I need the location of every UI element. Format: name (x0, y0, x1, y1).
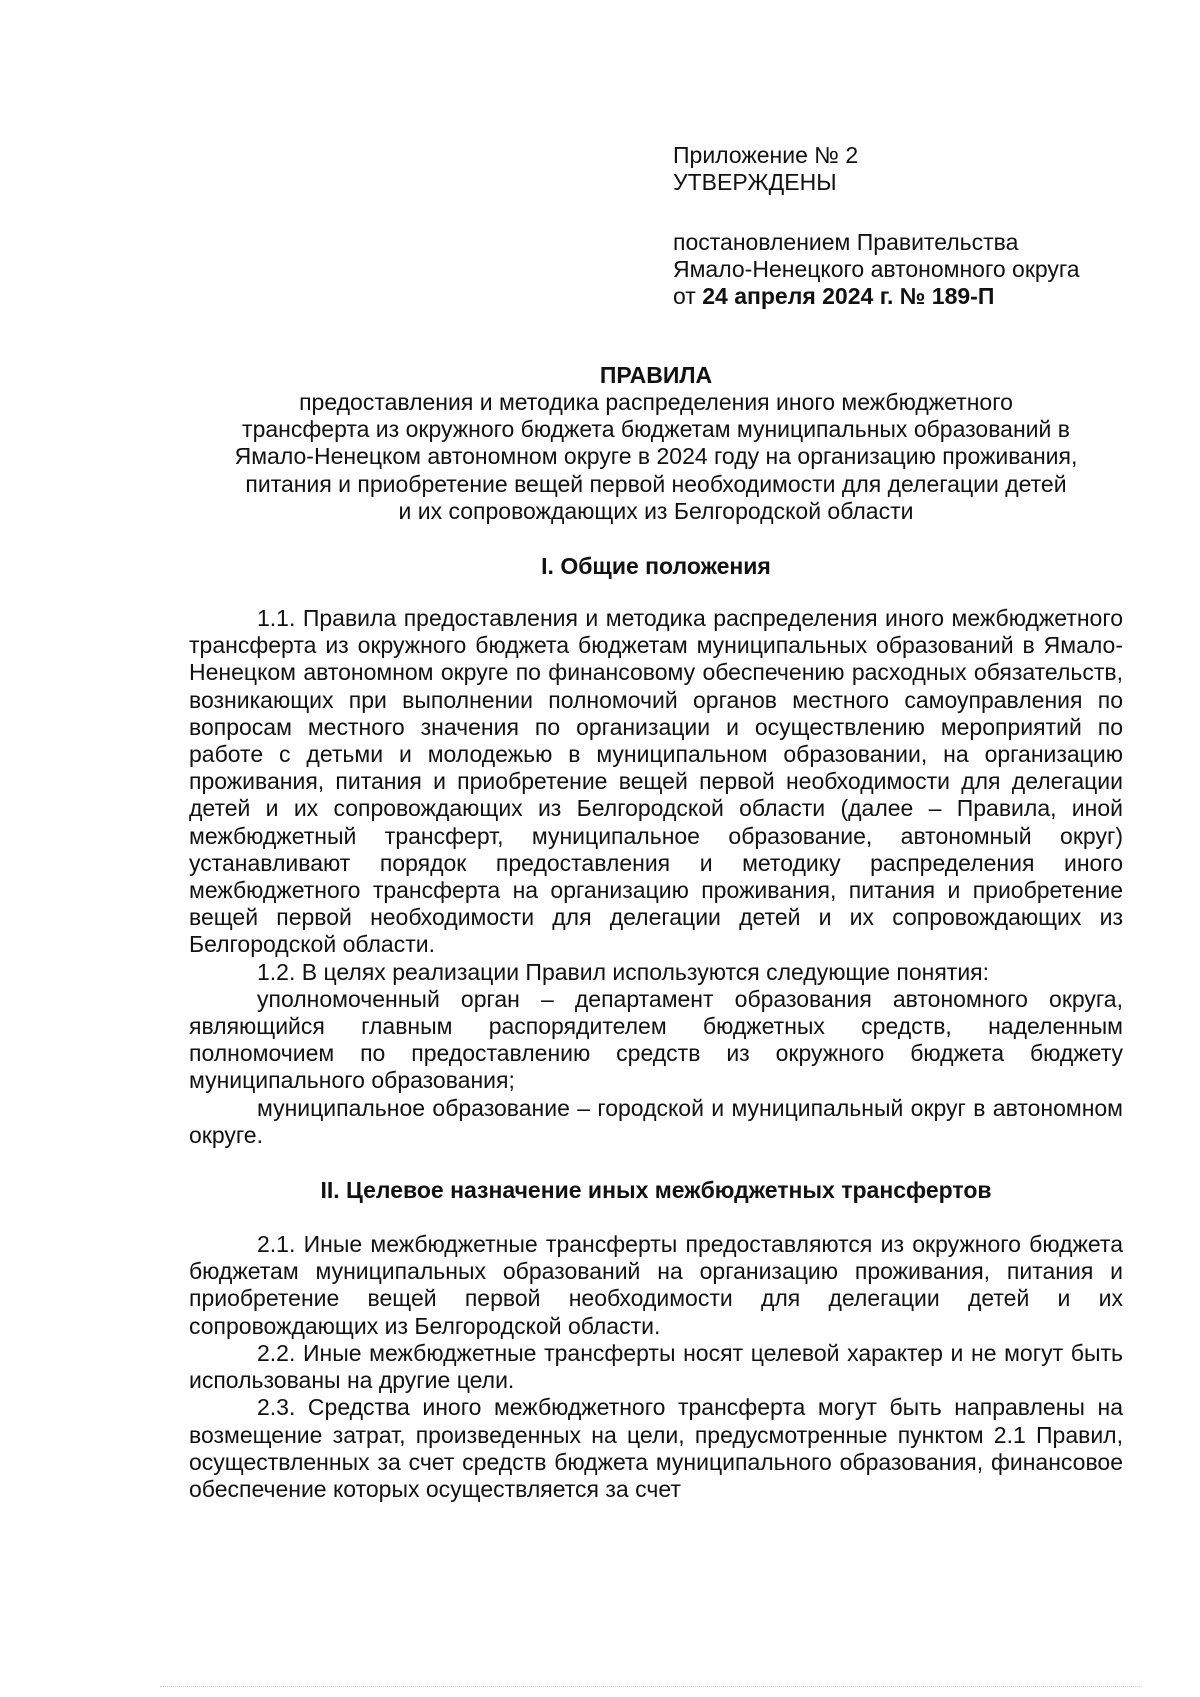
paragraph-2-1: 2.1. Иные межбюджетные трансферты предоставляются из окружного бюджета бюджетам муниципальных образований на организацию проживания, питания и приобретение вещей первой необходимости для делегации детей и их сопровождающих из Белгородской области. (189, 1231, 1123, 1339)
document-subtitle: предоставления и методика распределения иного межбюджетного трансферта из окружного бюджета бюджетам муниципальных образований в Ямало-Ненецком автономном округе в 2024 году на организацию проживания, питания и приобретение вещей первой необходимости для делегации детей и их сопровождающих из Белгородской области (234, 389, 1078, 524)
approved-label: УТВЕРЖДЕНЫ (673, 169, 837, 195)
approval-block (673, 142, 1143, 310)
resolution-line-1: постановлением Правительства (673, 229, 1019, 255)
section-heading-general: I. Общие положения (541, 553, 771, 580)
page-bottom-edge (160, 1686, 1140, 1689)
paragraph-2-2: 2.2. Иные межбюджетные трансферты носят целевой характер и не могут быть использованы на другие цели. (189, 1339, 1123, 1394)
date-prefix: от (673, 283, 696, 309)
appendix-label: Приложение № 2 (673, 142, 859, 168)
paragraph-1-1: 1.1. Правила предоставления и методика распределения иного межбюджетного трансферта из окружного бюджета бюджетам муниципальных образований в Ямало-Ненецком автономном округе по финансовому обеспечению расходных обязательств, возникающих при выполнении полномочий органов местного самоуправления по вопросам местного значения по организации и осуществлению мероприятий по работе с детьми и молодежью в муниципальном образовании, на организацию проживания, питания и приобретение вещей первой необходимости для делегации детей и их сопровождающих из Белгородской области (далее – Правила, иной межбюджетный трансферт, муниципальное образование, автономный округ) устанавливают порядок предоставления и методику распределения иного межбюджетного трансферта на организацию проживания, питания и приобретение вещей первой необходимости для делегации детей и их сопровождающих из Белгородской области. (189, 605, 1123, 958)
resolution-line-2: Ямало-Ненецкого автономного округа (673, 256, 1080, 282)
definition-authorized-body: уполномоченный орган – департамент образования автономного округа, являющийся главным распорядителем бюджетных средств, наделенным полномочием по предоставлению средств из окружного бюджета бюджету муниципального образования; (189, 985, 1123, 1094)
document-title: ПРАВИЛА (599, 362, 713, 388)
document-body (189, 362, 1123, 1503)
resolution-date-line (673, 283, 1143, 310)
date-number: 24 апреля 2024 г. № 189-П (702, 283, 995, 309)
paragraph-1-2: 1.2. В целях реализации Правил используются следующие понятия: (257, 958, 990, 985)
definition-municipality: муниципальное образование – городской и муниципальный округ в автономном округе. (189, 1094, 1123, 1148)
section-heading-purpose: II. Целевое назначение иных межбюджетных трансфертов (320, 1177, 992, 1204)
approval-gap (673, 196, 1143, 229)
paragraph-2-3: 2.3. Средства иного межбюджетного трансферта могут быть направлены на возмещение затрат, произведенных на цели, предусмотренные пунктом 2.1 Правил, осуществленных за счет средств бюджета муниципального образования, финансовое обеспечение которых осуществляется за счет (189, 1394, 1123, 1502)
